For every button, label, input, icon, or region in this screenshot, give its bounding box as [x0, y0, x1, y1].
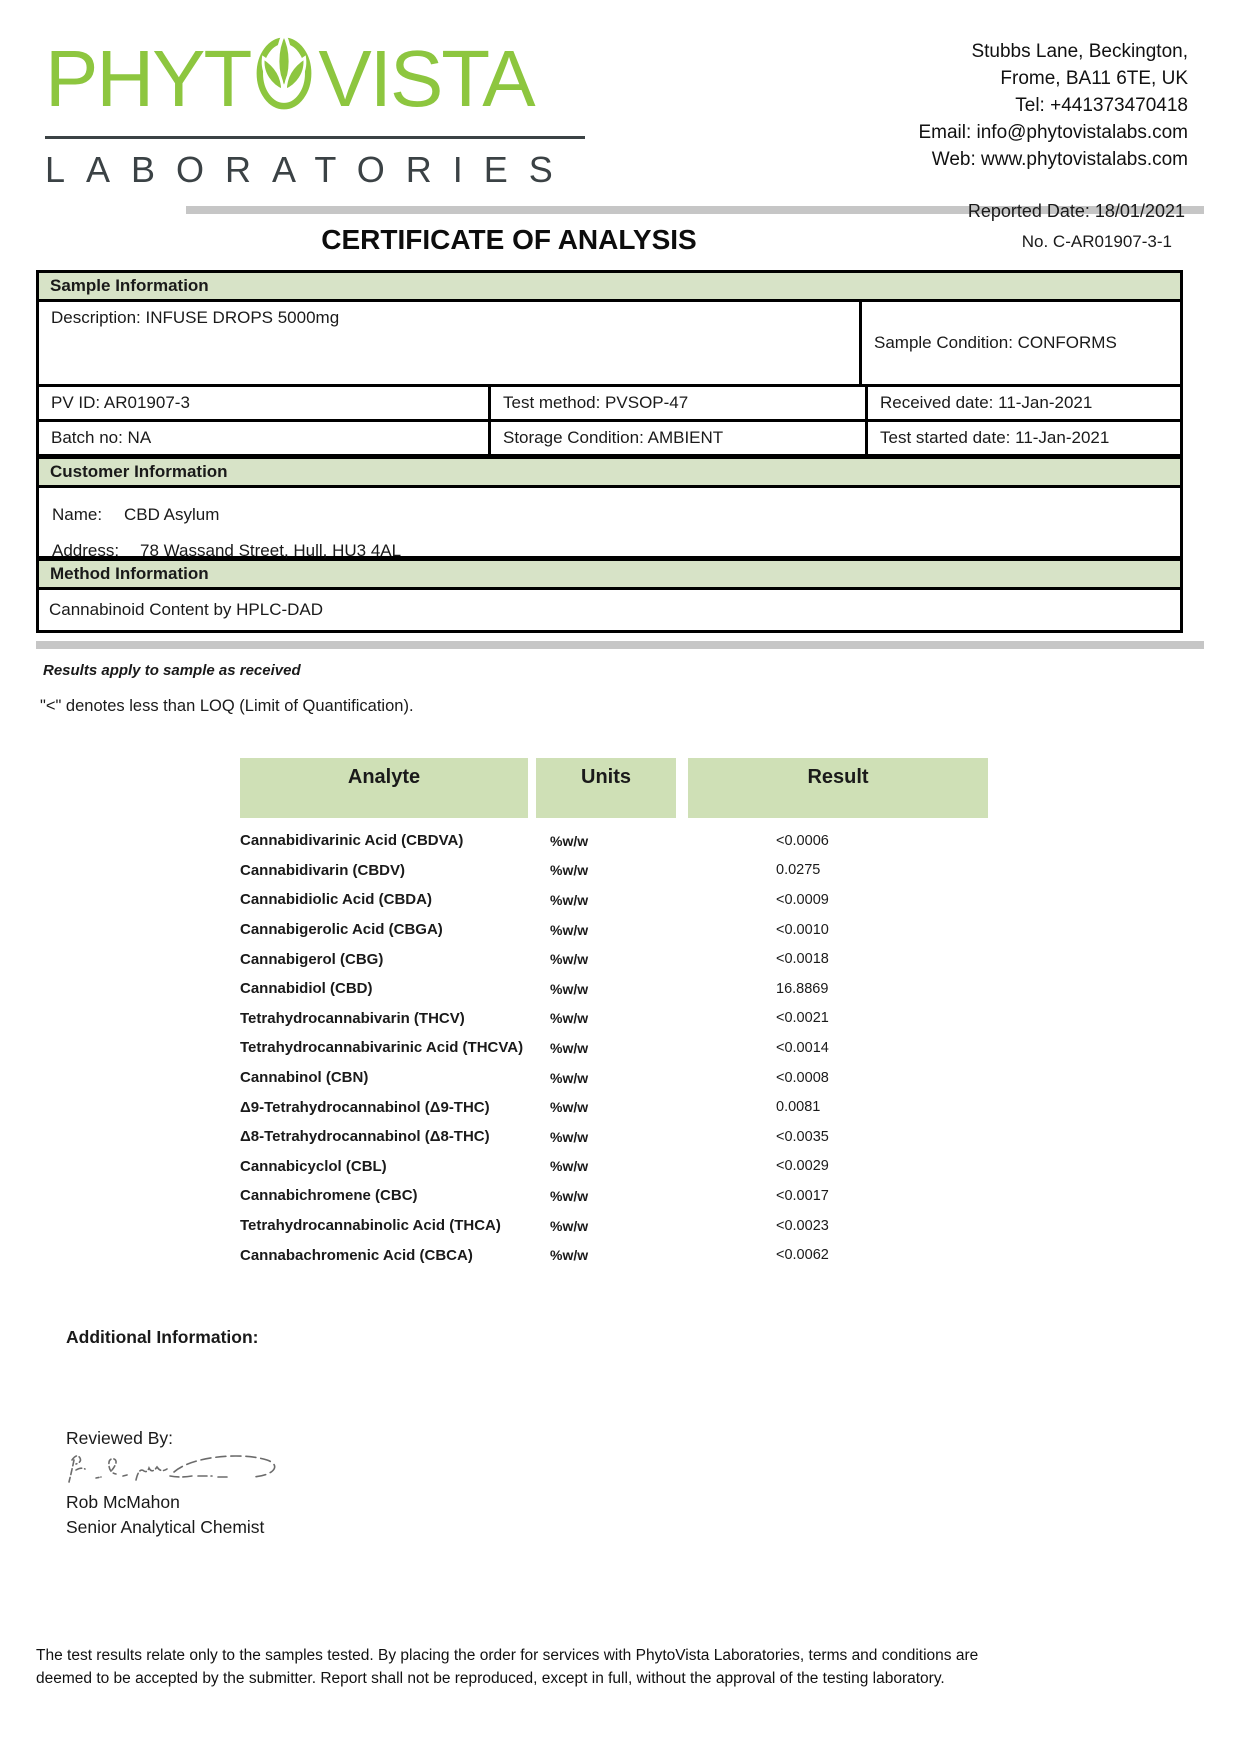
contact-email: Email: info@phytovistalabs.com — [918, 122, 1188, 143]
table-row — [240, 1181, 988, 1211]
reported-date: Reported Date: 18/01/2021 — [967, 201, 1185, 221]
logo-text-vista: VISTA — [318, 33, 534, 123]
test-method: Test method: PVSOP-47 — [488, 387, 865, 419]
customer-name-line — [52, 497, 1180, 533]
contact-web: Web: www.phytovistalabs.com — [931, 149, 1188, 170]
table-row — [240, 974, 988, 1004]
test-started-date: Test started date: 11-Jan-2021 — [865, 422, 1180, 454]
result-analyte: Tetrahydrocannabivarin (THCV) — [240, 1009, 465, 1027]
result-analyte: Cannabidiol (CBD) — [240, 980, 373, 998]
table-row — [240, 1240, 988, 1270]
pv-id: PV ID: AR01907-3 — [51, 393, 190, 412]
result-analyte: Cannabichromene (CBC) — [240, 1187, 418, 1205]
result-analyte: Tetrahydrocannabivarinic Acid (THCVA) — [240, 1039, 524, 1057]
result-result: <0.0062 — [776, 1247, 829, 1264]
page-title: CERTIFICATE OF ANALYSIS — [321, 224, 697, 255]
lab-contact-info — [918, 38, 1188, 173]
result-analyte: Δ8-Tetrahydrocannabinol (Δ8-THC) — [240, 1128, 490, 1146]
result-analyte: Tetrahydrocannabinolic Acid (THCA) — [240, 1217, 501, 1235]
note-sample-as-received: Results apply to sample as received — [43, 662, 301, 679]
pvid-row — [39, 387, 1180, 422]
reviewer-role: Senior Analytical Chemist — [66, 1517, 265, 1537]
customer-name-value: CBD Asylum — [124, 505, 220, 524]
table-row — [240, 1033, 988, 1063]
company-logo — [45, 30, 590, 191]
section-heading-method: Method Information — [39, 559, 1180, 590]
description-row — [39, 302, 1180, 387]
result-units: %w/w — [550, 980, 589, 997]
result-analyte: Δ9-Tetrahydrocannabinol (Δ9-THC) — [240, 1098, 490, 1116]
result-units: %w/w — [550, 832, 589, 849]
footer-line-1: The test results relate only to the samples tested. By placing the order for services with PhytoVista Laboratories, terms and conditions are — [36, 1647, 979, 1664]
table-row — [240, 1004, 988, 1034]
result-result: <0.0010 — [776, 921, 829, 938]
received-date: Received date: 11-Jan-2021 — [865, 387, 1180, 419]
result-result: <0.0018 — [776, 951, 829, 968]
result-result: <0.0009 — [776, 891, 829, 908]
result-analyte: Cannabachromenic Acid (CBCA) — [240, 1246, 473, 1264]
reviewer-name: Rob McMahon — [66, 1492, 180, 1512]
header-units: Units — [536, 758, 676, 818]
result-result: <0.0021 — [776, 1010, 829, 1027]
results-table-body — [240, 826, 988, 1270]
result-units: %w/w — [550, 891, 589, 908]
result-units: %w/w — [550, 862, 589, 879]
results-table-header — [240, 758, 988, 818]
customer-name-label: Name: — [52, 505, 103, 524]
table-row — [240, 1092, 988, 1122]
table-row — [240, 826, 988, 856]
result-result: <0.0008 — [776, 1069, 829, 1086]
result-result: <0.0029 — [776, 1158, 829, 1175]
result-analyte: Cannabicyclol (CBL) — [240, 1157, 387, 1175]
result-analyte: Cannabigerolic Acid (CBGA) — [240, 921, 443, 939]
customer-address-value: 78 Wassand Street, Hull, HU3 4AL — [140, 541, 402, 560]
table-shadow-bar — [36, 641, 1204, 649]
footer-disclaimer — [36, 1644, 1186, 1690]
storage-condition: Storage Condition: AMBIENT — [488, 422, 865, 454]
header-result: Result — [688, 758, 988, 818]
result-result: <0.0017 — [776, 1187, 829, 1204]
customer-details — [39, 488, 1180, 559]
table-row — [240, 885, 988, 915]
table-row — [240, 1122, 988, 1152]
logo-text-phyt: PHYT — [45, 33, 251, 123]
result-result: 16.8869 — [776, 980, 829, 997]
result-analyte: Cannabidivarin (CBDV) — [240, 861, 406, 879]
result-analyte: Cannabidivarinic Acid (CBDVA) — [240, 832, 464, 850]
result-analyte: Cannabinol (CBN) — [240, 1069, 369, 1087]
result-units: %w/w — [550, 1217, 589, 1234]
result-units: %w/w — [550, 1099, 589, 1116]
logo-subtitle: LABORATORIES — [45, 149, 574, 190]
table-row — [240, 1152, 988, 1182]
results-table — [240, 758, 988, 1270]
table-row — [240, 944, 988, 974]
contact-address-2: Frome, BA11 6TE, UK — [1000, 68, 1188, 89]
result-units: %w/w — [550, 1187, 589, 1204]
batch-no: Batch no: NA — [51, 428, 152, 447]
result-units: %w/w — [550, 1128, 589, 1145]
result-analyte: Cannabidiolic Acid (CBDA) — [240, 891, 432, 909]
table-row — [240, 1211, 988, 1241]
logo-wordmark — [45, 30, 590, 127]
note-loq: "<" denotes less than LOQ (Limit of Quantification). — [40, 697, 414, 715]
table-row — [240, 1063, 988, 1093]
sample-description: Description: INFUSE DROPS 5000mg — [51, 308, 340, 327]
contact-address-1: Stubbs Lane, Beckington, — [971, 41, 1188, 62]
result-result: <0.0006 — [776, 832, 829, 849]
result-units: %w/w — [550, 1010, 589, 1027]
method-description: Cannabinoid Content by HPLC-DAD — [49, 600, 324, 619]
table-row — [240, 856, 988, 886]
result-result: 0.0081 — [776, 1099, 821, 1116]
result-units: %w/w — [550, 1158, 589, 1175]
contact-tel: Tel: +441373470418 — [1015, 95, 1188, 116]
reviewed-by-label: Reviewed By: — [66, 1428, 173, 1448]
result-result: <0.0023 — [776, 1217, 829, 1234]
result-units: %w/w — [550, 1247, 589, 1264]
info-table — [36, 270, 1183, 633]
result-units: %w/w — [550, 1069, 589, 1086]
customer-address-label: Address: — [52, 541, 120, 560]
header-analyte: Analyte — [240, 758, 528, 818]
leaf-in-oval-icon — [252, 30, 316, 127]
result-result: <0.0014 — [776, 1039, 829, 1056]
table-row — [240, 915, 988, 945]
result-analyte: Cannabigerol (CBG) — [240, 950, 384, 968]
result-units: %w/w — [550, 921, 589, 938]
section-heading-sample: Sample Information — [39, 273, 1180, 302]
additional-information-heading: Additional Information: — [66, 1327, 259, 1347]
logo-divider — [45, 136, 585, 139]
result-result: <0.0035 — [776, 1128, 829, 1145]
footer-line-2: deemed to be accepted by the submitter. Report shall not be reproduced, except in full, without the approval of the testing laboratory. — [36, 1670, 945, 1687]
section-heading-customer: Customer Information — [39, 457, 1180, 488]
report-number: No. C-AR01907-3-1 — [1021, 232, 1172, 251]
batch-row — [39, 422, 1180, 457]
sample-condition: Sample Condition: CONFORMS — [859, 302, 1180, 384]
result-units: %w/w — [550, 1039, 589, 1056]
result-result: 0.0275 — [776, 862, 821, 879]
result-units: %w/w — [550, 951, 589, 968]
